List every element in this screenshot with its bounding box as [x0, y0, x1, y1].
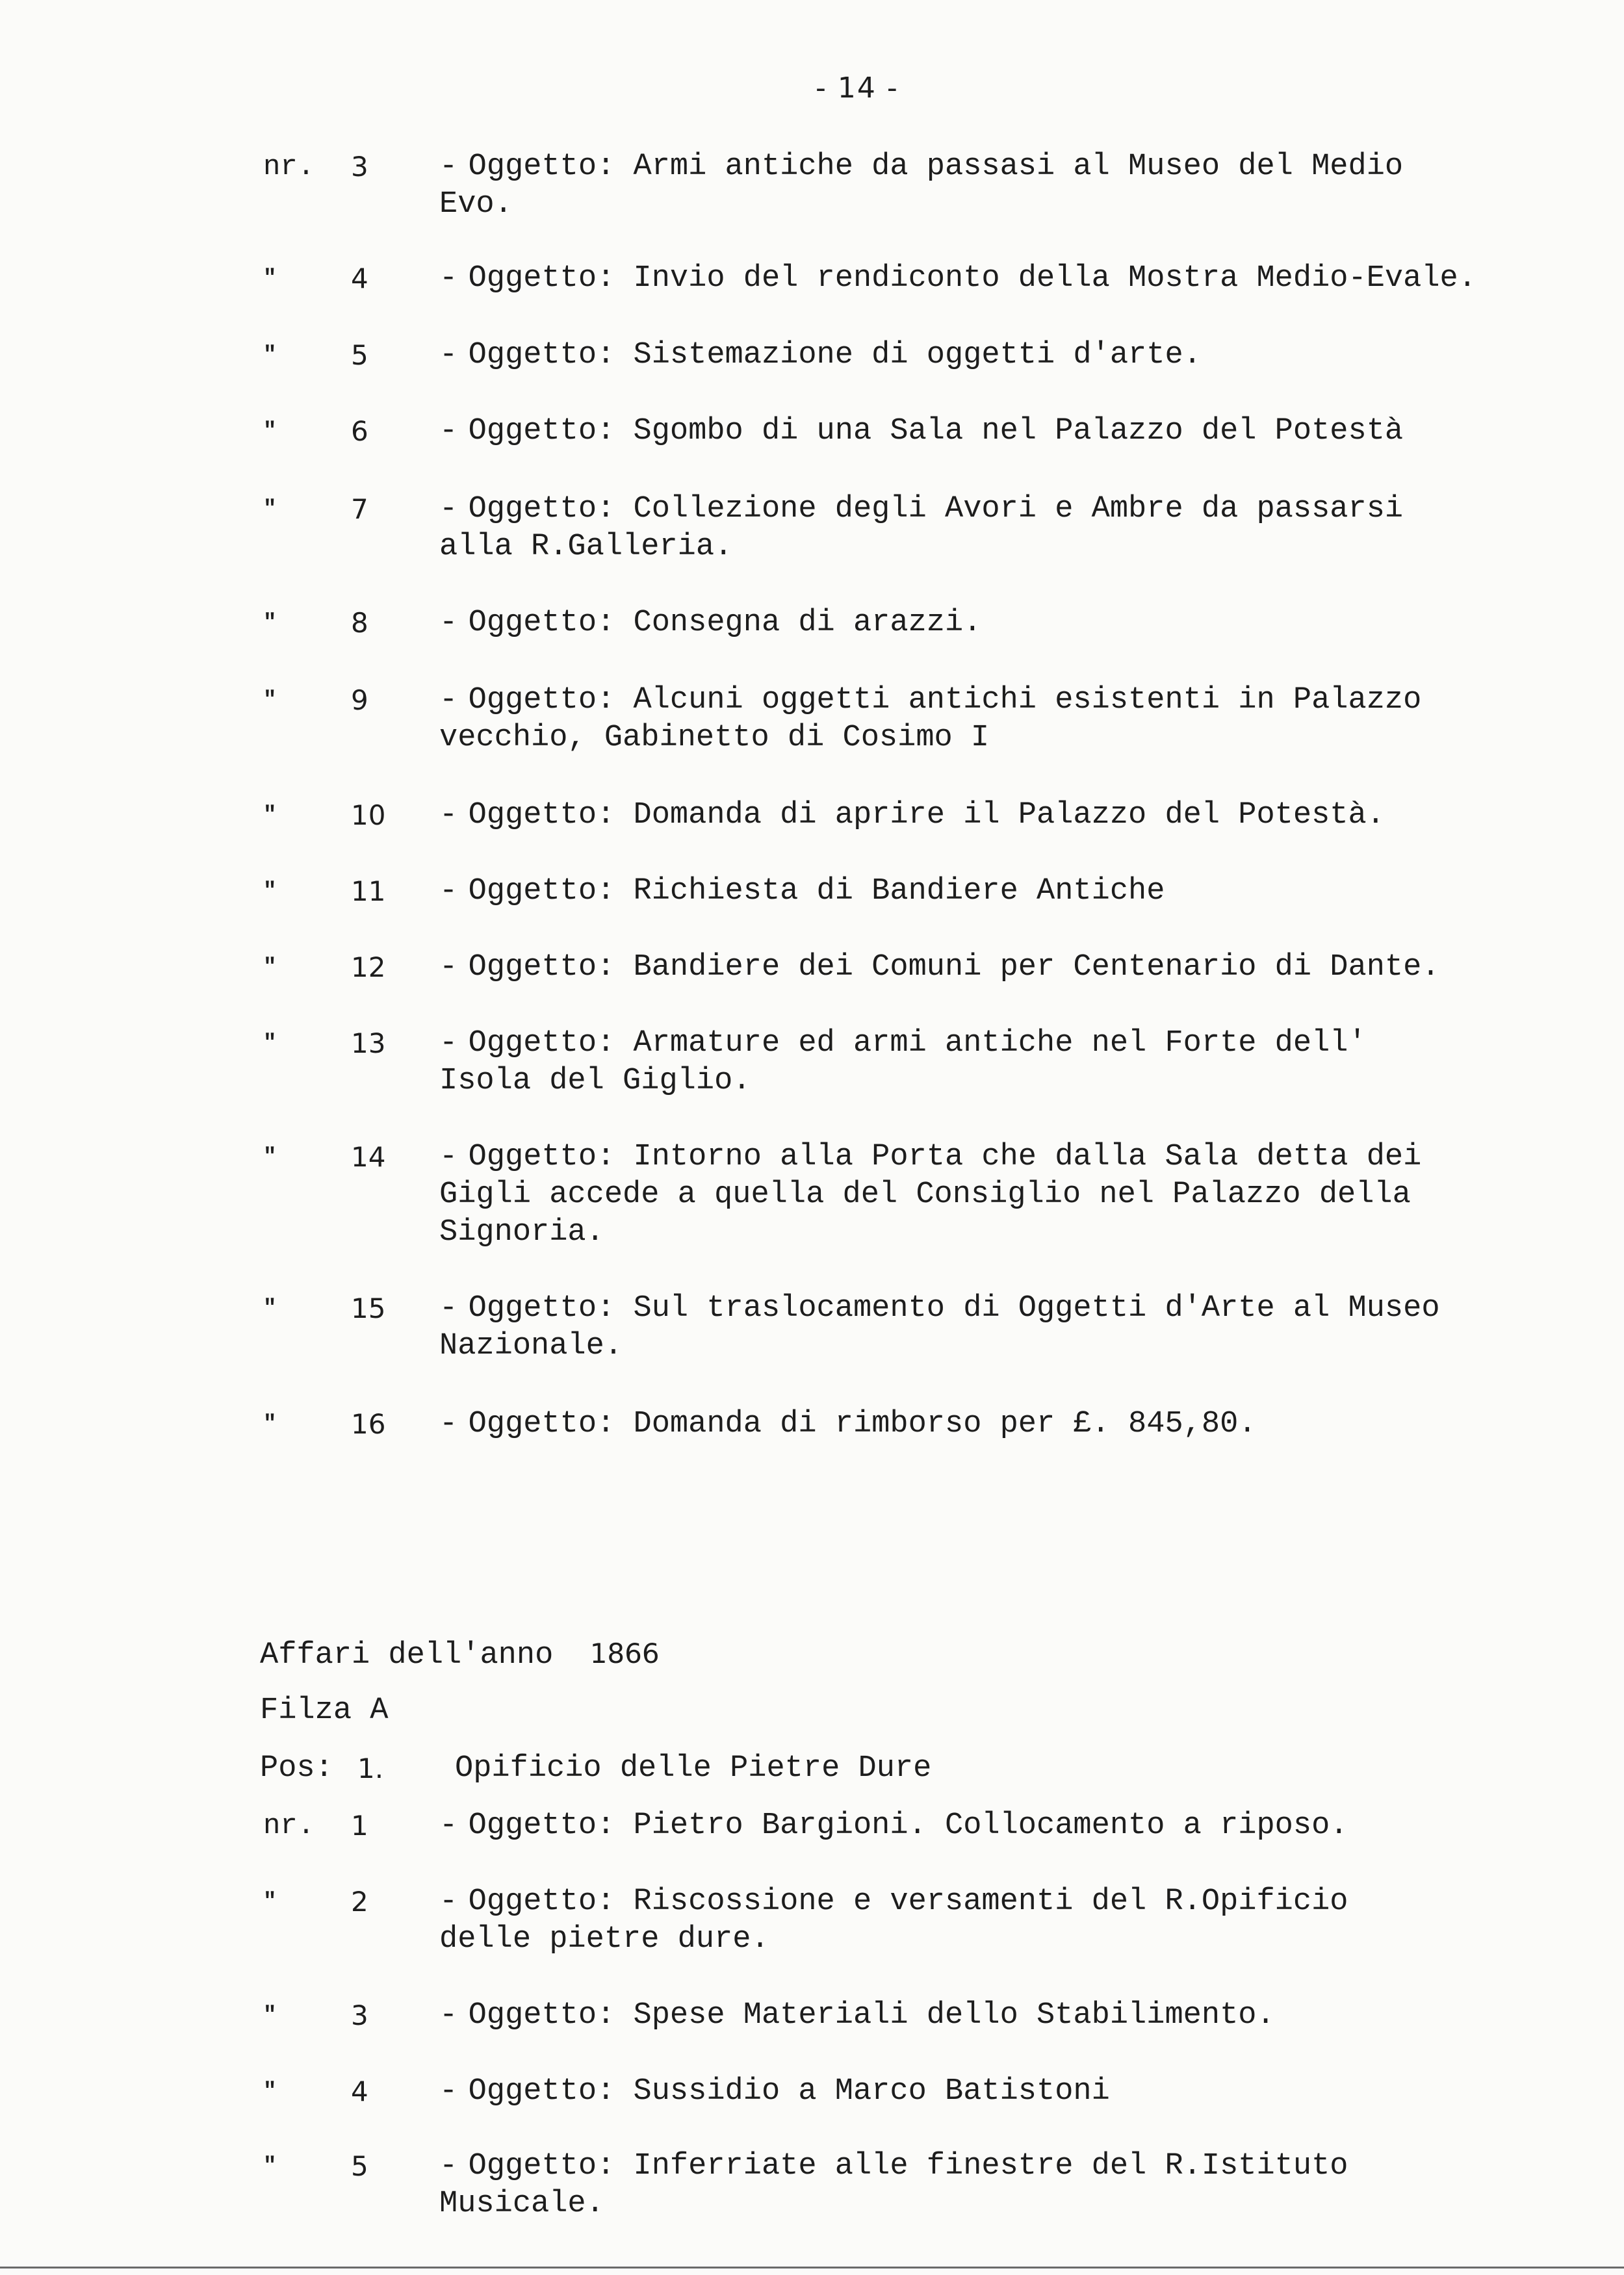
entry-text: Sistemazione di oggetti d'arte.: [633, 338, 1202, 372]
entry-description: [439, 1138, 1531, 1252]
entry-description: [439, 682, 1531, 757]
entry-dash: -: [439, 414, 458, 448]
year-value: 1866: [589, 1638, 660, 1669]
entry-dash: -: [439, 261, 458, 296]
entry-text: Pietro Bargioni. Collocamento a riposo.: [633, 1808, 1348, 1843]
entry-label: Oggetto:: [468, 1884, 615, 1919]
entry-dash: -: [439, 2149, 458, 2183]
entry-marker: ": [263, 611, 277, 636]
entry-number: 4: [351, 263, 368, 294]
entry-number: 16: [351, 1408, 386, 1440]
entry-marker: ": [263, 955, 277, 980]
page-number: - 14 -: [816, 71, 899, 105]
entry-number: 1: [351, 1810, 368, 1842]
pos-text: Opificio delle Pietre Dure: [455, 1751, 932, 1786]
entry-dash: -: [439, 1884, 458, 1919]
entry-marker: ": [263, 1890, 277, 1914]
entry-text: Armi antiche da passasi al Museo del Medio Evo.: [439, 149, 1404, 222]
entry-description: [439, 2073, 1531, 2111]
entry-label: Oggetto:: [468, 2149, 615, 2183]
entry-dash: -: [439, 606, 458, 640]
entry-marker: ": [263, 1145, 277, 1170]
entry-marker: ": [263, 803, 277, 828]
entry-number: 5: [351, 339, 368, 371]
entry-number: 9: [351, 684, 368, 716]
entry-number: 3: [351, 151, 368, 183]
entry-label: Oggetto:: [468, 683, 615, 717]
entry-label: Oggetto:: [468, 261, 615, 296]
entry-label: Oggetto:: [468, 2074, 615, 2109]
entry-marker: nr.: [263, 1810, 315, 1842]
entry-marker: ": [263, 1412, 277, 1437]
entry-dash: -: [439, 1407, 458, 1441]
entry-dash: -: [439, 798, 458, 832]
entry-label: Oggetto:: [468, 1026, 615, 1060]
filza-heading: Filza A: [260, 1693, 389, 1728]
entry-label: Oggetto:: [468, 414, 615, 448]
entry-number: 7: [351, 493, 368, 525]
entry-marker: ": [263, 1296, 277, 1321]
entry-description: [439, 797, 1531, 834]
entry-dash: -: [439, 950, 458, 984]
entry-dash: -: [439, 683, 458, 717]
entry-label: Oggetto:: [468, 1291, 615, 1326]
entry-description: [439, 1807, 1531, 1845]
entry-description: [439, 491, 1531, 566]
entry-label: Oggetto:: [468, 874, 615, 908]
entry-description: [439, 949, 1531, 986]
entry-dash: -: [439, 338, 458, 372]
entry-text: Riscossione e versamenti del R.Opificio delle pietre dure.: [439, 1884, 1348, 1957]
entry-label: Oggetto:: [468, 338, 615, 372]
entry-description: [439, 260, 1531, 298]
entry-marker: ": [263, 2154, 277, 2179]
entry-dash: -: [439, 1808, 458, 1843]
entry-number: 11: [351, 875, 386, 907]
entry-text: Richiesta di Bandiere Antiche: [633, 874, 1165, 908]
entry-marker: ": [263, 266, 277, 291]
entry-label: Oggetto:: [468, 1140, 615, 1174]
entry-label: Oggetto:: [468, 950, 615, 984]
entry-marker: ": [263, 1031, 277, 1056]
entry-dash: -: [439, 1140, 458, 1174]
entry-text: Bandiere dei Comuni per Centenario di Dante.: [633, 950, 1440, 984]
entry-text: Intorno alla Porta che dalla Sala detta dei Gigli accede a quella del Consiglio nel Palazzo della Signoria.: [439, 1140, 1422, 1250]
year-heading: [260, 1635, 660, 1675]
entry-description: [439, 337, 1531, 374]
entry-label: Oggetto:: [468, 1808, 615, 1843]
entry-text: Domanda di aprire il Palazzo del Potestà.: [633, 798, 1385, 832]
entry-number: 10: [351, 799, 386, 831]
entry-dash: -: [439, 492, 458, 526]
entry-label: Oggetto:: [468, 1407, 615, 1441]
pos-label: Pos:: [260, 1751, 333, 1786]
entry-number: 12: [351, 951, 386, 983]
entry-description: [439, 873, 1531, 910]
entry-label: Oggetto:: [468, 606, 615, 640]
entry-text: Inferriate alle finestre del R.Istituto Musicale.: [439, 2149, 1348, 2221]
entry-description: [439, 148, 1531, 224]
entry-number: 5: [351, 2150, 368, 2182]
entry-dash: -: [439, 2074, 458, 2109]
entry-text: Spese Materiali dello Stabilimento.: [633, 1998, 1275, 2033]
entry-description: [439, 2148, 1531, 2223]
entry-number: 4: [351, 2076, 368, 2107]
entry-text: Consegna di arazzi.: [633, 606, 982, 640]
entry-marker: ": [263, 497, 277, 522]
bottom-rule: [0, 2267, 1624, 2269]
entry-text: Sul traslocamento di Oggetti d'Arte al Museo Nazionale.: [439, 1291, 1440, 1363]
entry-number: 3: [351, 1999, 368, 2031]
entry-description: [439, 413, 1531, 450]
entry-text: Armature ed armi antiche nel Forte dell' Isola del Giglio.: [439, 1026, 1367, 1098]
entry-label: Oggetto:: [468, 149, 615, 184]
entry-number: 6: [351, 415, 368, 447]
entry-marker: ": [263, 2003, 277, 2028]
entry-description: [439, 1290, 1531, 1365]
entry-number: 14: [351, 1141, 386, 1173]
entry-dash: -: [439, 1026, 458, 1060]
entry-marker: nr.: [263, 151, 315, 183]
entry-text: Invio del rendiconto della Mostra Medio-Evale.: [633, 261, 1476, 296]
entry-description: [439, 1997, 1531, 2035]
entry-number: 15: [351, 1292, 386, 1324]
entry-text: Collezione degli Avori e Ambre da passarsi alla R.Galleria.: [439, 492, 1404, 564]
entry-number: 2: [351, 1886, 368, 1918]
entry-text: Sgombo di una Sala nel Palazzo del Potestà: [633, 414, 1404, 448]
entry-marker: ": [263, 879, 277, 904]
entry-marker: ": [263, 343, 277, 368]
entry-dash: -: [439, 1998, 458, 2033]
entry-dash: -: [439, 1291, 458, 1326]
year-label: Affari dell'anno: [260, 1638, 554, 1673]
entry-number: 8: [351, 607, 368, 639]
entry-dash: -: [439, 874, 458, 908]
entry-description: [439, 1025, 1531, 1100]
entry-text: Sussidio a Marco Batistoni: [633, 2074, 1110, 2109]
entry-text: Alcuni oggetti antichi esistenti in Palazzo vecchio, Gabinetto di Cosimo I: [439, 683, 1422, 755]
entry-dash: -: [439, 149, 458, 184]
entry-label: Oggetto:: [468, 798, 615, 832]
entry-label: Oggetto:: [468, 492, 615, 526]
entry-description: [439, 1406, 1531, 1443]
entry-marker: ": [263, 688, 277, 713]
pos-value: 1.: [357, 1753, 384, 1784]
entry-marker: ": [263, 2079, 277, 2104]
entry-marker: ": [263, 419, 277, 444]
entry-text: Domanda di rimborso per £. 845,80.: [633, 1407, 1257, 1441]
entry-number: 13: [351, 1027, 386, 1059]
entry-description: [439, 1883, 1531, 1959]
entry-description: [439, 604, 1531, 642]
entry-label: Oggetto:: [468, 1998, 615, 2033]
